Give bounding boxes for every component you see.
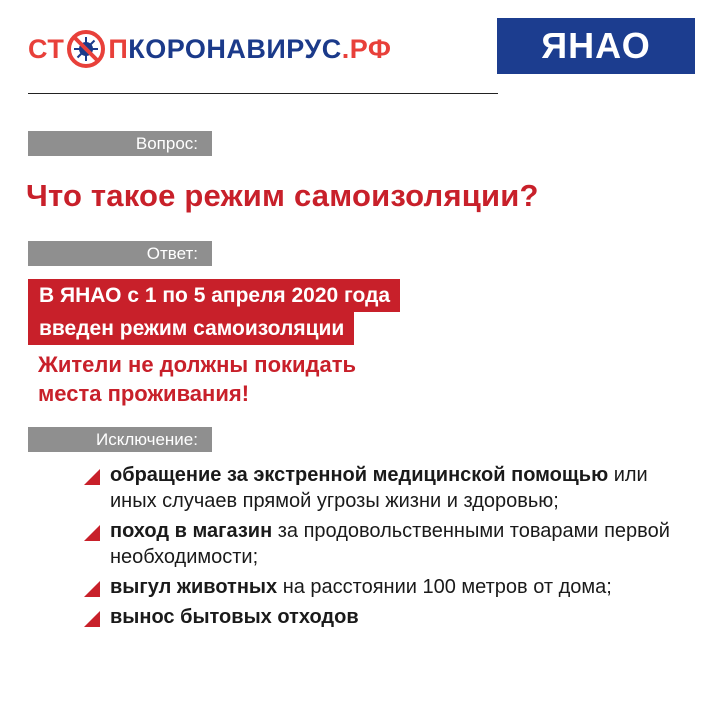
triangle-bullet-icon xyxy=(84,469,100,485)
logo-text-p: П xyxy=(108,33,129,64)
region-badge: ЯНАО xyxy=(497,18,695,74)
exception-text: за продовольственными товарами первой необходимости; xyxy=(110,520,670,568)
question-heading: Что такое режим самоизоляции? xyxy=(26,178,539,213)
residents-line-1: Жители не должны покидать xyxy=(38,352,357,377)
answer-label: Ответ: xyxy=(28,241,212,266)
answer-block xyxy=(28,279,400,345)
stopcoronavirus-logo xyxy=(28,26,391,72)
residents-warning xyxy=(38,350,356,408)
exception-text: на расстоянии 100 метров от дома; xyxy=(277,576,612,598)
triangle-bullet-icon xyxy=(84,611,100,627)
residents-line-2: места проживания! xyxy=(38,381,250,406)
list-item xyxy=(84,462,694,514)
exception-bold: выгул животных xyxy=(110,576,278,598)
logo-text-rf: .РФ xyxy=(341,33,392,64)
exceptions-list xyxy=(84,462,694,634)
exception-text: или иных случаев прямой угрозы жизни и здоровью; xyxy=(110,464,648,512)
list-item xyxy=(84,604,694,630)
triangle-bullet-icon xyxy=(84,581,100,597)
list-item xyxy=(84,574,694,600)
exception-bold: вынос бытовых отходов xyxy=(110,606,359,628)
question-label: Вопрос: xyxy=(28,131,212,156)
exception-bold: обращение за экстренной медицинской помощью xyxy=(110,464,609,486)
answer-line-1: В ЯНАО с 1 по 5 апреля 2020 года xyxy=(28,279,400,312)
triangle-bullet-icon xyxy=(84,525,100,541)
virus-stop-icon xyxy=(66,29,106,69)
header-divider xyxy=(28,93,498,94)
exceptions-label: Исключение: xyxy=(28,427,212,452)
exception-bold: поход в магазин xyxy=(110,520,273,542)
answer-line-2: введен режим самоизоляции xyxy=(28,312,354,345)
logo-text-st: СТ xyxy=(28,33,65,64)
logo-text-coronavirus: КОРОНАВИРУС xyxy=(128,33,342,64)
list-item xyxy=(84,518,694,570)
